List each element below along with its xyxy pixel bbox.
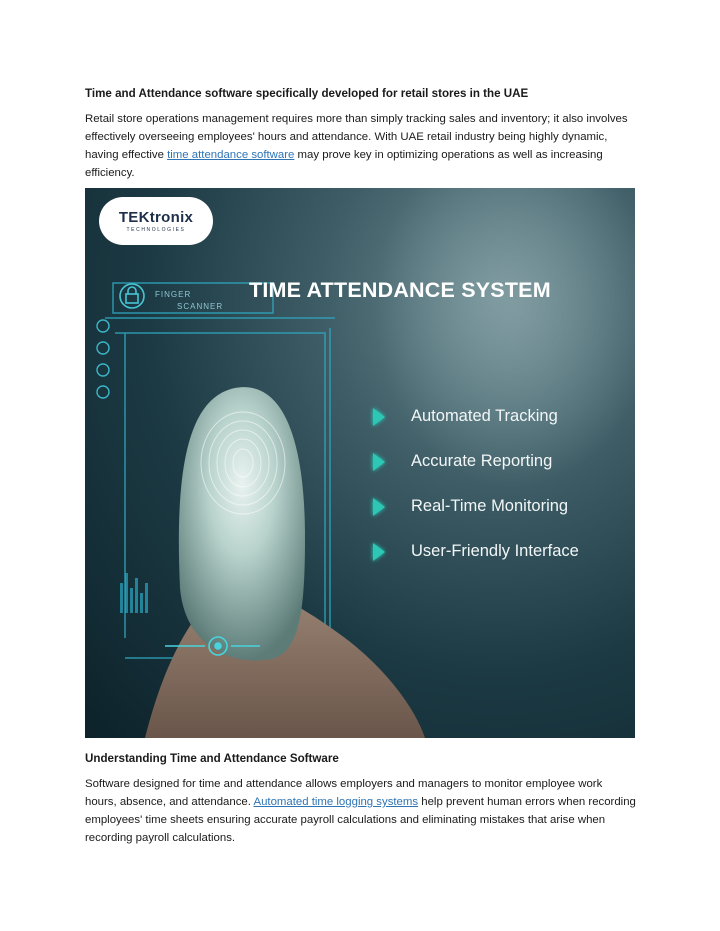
scanner-label-line2: SCANNER [177, 302, 224, 311]
understanding-text-end: help prevent human errors when recording employees' time sheets ensuring accurate payroll calculations and eliminating mistakes that arise when recording payroll calculations. [85, 796, 636, 844]
feature-label: Accurate Reporting [411, 452, 553, 470]
intro-paragraph [85, 110, 637, 182]
chevron-right-icon [373, 408, 385, 426]
feature-item [373, 407, 558, 426]
signal-bars [120, 573, 148, 613]
automated-time-logging-link[interactable]: Automated time logging systems [253, 796, 419, 808]
feature-label: Automated Tracking [411, 407, 558, 425]
section-heading-understanding: Understanding Time and Attendance Software [85, 752, 339, 765]
chevron-right-icon [373, 498, 385, 516]
feature-label: User-Friendly Interface [411, 542, 579, 560]
chevron-right-icon [373, 543, 385, 561]
thumb-shape [179, 387, 305, 660]
intro-text-start: Retail store operations management requires more than simply tracking sales and inventory; it also involves effectively overseeing employees' hours and attendance. With UAE retail industry being highly dynamic, having effective [85, 113, 628, 161]
logo-wordmark-tek: TEK [118, 209, 150, 226]
feature-item [373, 542, 579, 561]
logo-wordmark-tronix: tronix [149, 209, 194, 226]
lock-icon [120, 284, 144, 308]
understanding-paragraph [85, 775, 637, 847]
feature-label: Real-Time Monitoring [411, 497, 569, 515]
feature-item [373, 452, 552, 471]
time-attendance-software-link[interactable]: time attendance software [167, 149, 295, 161]
scanner-label-line1: FINGER [155, 290, 192, 299]
hero-title: TIME ATTENDANCE SYSTEM [249, 278, 551, 302]
logo-subtitle: TECHNOLOGIES [126, 227, 186, 233]
hero-illustration [85, 188, 635, 738]
scanner-side-dots [97, 320, 109, 398]
intro-text-end: may prove key in optimizing operations as well as increasing efficiency. [85, 149, 603, 179]
company-logo [99, 197, 213, 245]
section-heading-retail: Time and Attendance software specifically developed for retail stores in the UAE [85, 87, 529, 100]
background-face-shape [375, 188, 635, 488]
chevron-right-icon [373, 453, 385, 471]
understanding-text-start: Software designed for time and attendance allows employers and managers to monitor employee work hours, absence, and attendance. [85, 778, 603, 808]
hero-image [85, 188, 635, 738]
feature-item [373, 497, 568, 516]
logo-wordmark [119, 209, 193, 226]
